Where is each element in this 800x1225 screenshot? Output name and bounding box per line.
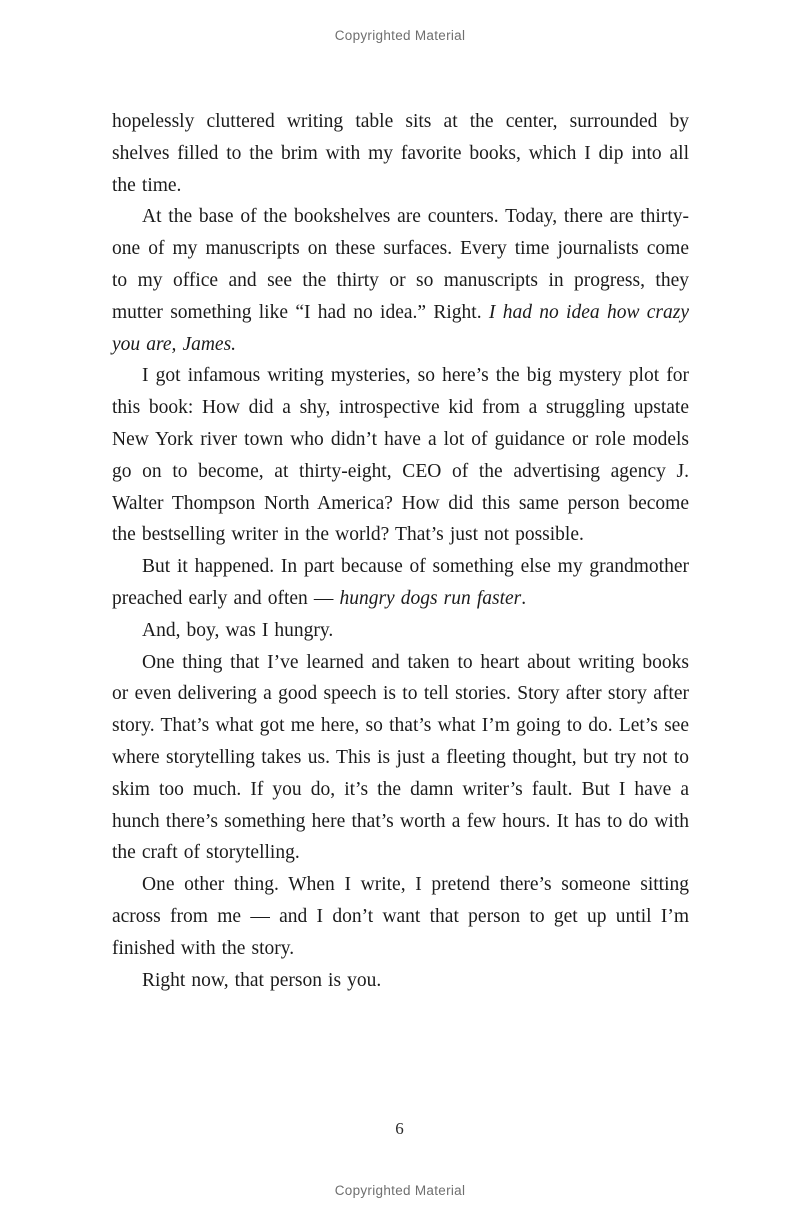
text-segment: But it happened. In part because of something else my grandmother preached early and often —: [112, 556, 689, 609]
text-segment-italic: I had no idea how crazy you are, James.: [112, 301, 689, 355]
paragraph: [112, 360, 689, 551]
body-text: [112, 106, 689, 996]
text-segment: .: [521, 587, 527, 609]
text-segment-italic: hungry dogs run faster: [339, 587, 522, 609]
text-segment: At the base of the bookshelves are counters. Today, there are thirty-one of my manuscripts on these surfaces. Every time journalists come to my office and see the thirty or so manuscripts in progress, they mutter something like “I had no idea.” Right.: [112, 206, 689, 323]
paragraph: [112, 201, 689, 360]
copyright-notice-bottom: Copyrighted Material: [334, 1183, 466, 1198]
text-segment: Right now, that person is you.: [142, 969, 382, 991]
text-segment: And, boy, was I hungry.: [142, 619, 334, 641]
page-number: 6: [395, 1119, 405, 1138]
text-segment: One thing that I’ve learned and taken to heart about writing books or even delivering a good speech is to tell stories. Story after story after story. That’s what got me here, so that’s what I’m going to do. Let’s see where storytelling takes us. This is just a fleeting thought, but try not to skim too much. If you do, it’s the damn writer’s fault. But I have a hunch there’s something here that’s worth a few hours. It has to do with the craft of storytelling.: [112, 651, 689, 864]
paragraph: [112, 551, 689, 615]
paragraph: [112, 869, 689, 964]
paragraph: [112, 615, 689, 647]
text-segment: I got infamous writing mysteries, so here’s the big mystery plot for this book: How did a shy, introspective kid from a struggling upstate New York river town who didn’t have a lot of guidance or role models go on to become, at thirty-eight, CEO of the advertising agency J. Walter Thompson North America? How did this same person become the bestselling writer in the world? That’s just not possible.: [112, 365, 689, 546]
text-segment: One other thing. When I write, I pretend there’s someone sitting across from me — and I don’t want that person to get up until I’m finished with the story.: [112, 874, 689, 959]
paragraph: [112, 106, 689, 201]
paragraph: [112, 647, 689, 870]
copyright-notice-top: Copyrighted Material: [334, 28, 466, 43]
text-segment: hopelessly cluttered writing table sits at the center, surrounded by shelves filled to the brim with my favorite books, which I dip into all the time.: [112, 111, 689, 196]
paragraph: [112, 965, 689, 997]
